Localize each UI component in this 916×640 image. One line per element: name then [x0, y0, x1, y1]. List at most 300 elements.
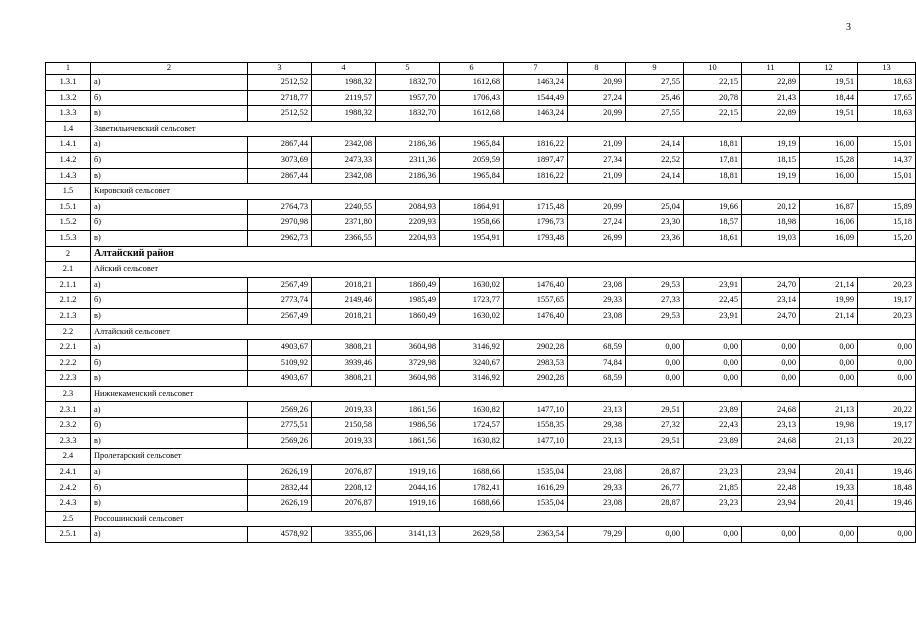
value-cell: 2363,54: [504, 527, 568, 543]
value-cell: 19,17: [858, 418, 916, 434]
value-cell: 2342,08: [312, 137, 376, 153]
variant-label: б): [91, 418, 248, 434]
value-cell: 29,33: [568, 293, 626, 309]
row-number: 2.1.1: [46, 277, 91, 293]
value-cell: 24,68: [742, 402, 800, 418]
value-cell: 2983,53: [504, 355, 568, 371]
value-cell: 68,59: [568, 371, 626, 387]
value-cell: 17,81: [684, 152, 742, 168]
value-cell: 1630,82: [440, 402, 504, 418]
variant-label: а): [91, 277, 248, 293]
value-cell: 2773,74: [248, 293, 312, 309]
value-cell: 27,24: [568, 215, 626, 231]
value-cell: 0,00: [684, 355, 742, 371]
column-number-cell: 13: [858, 63, 916, 75]
value-cell: 1861,56: [376, 402, 440, 418]
row-number: 2.3.1: [46, 402, 91, 418]
table-row: [46, 355, 916, 371]
value-cell: 24,14: [626, 168, 684, 184]
value-cell: 14,37: [858, 152, 916, 168]
value-cell: 23,13: [742, 418, 800, 434]
value-cell: 2867,44: [248, 137, 312, 153]
table-row: [46, 215, 916, 231]
value-cell: 1558,35: [504, 418, 568, 434]
value-cell: 2150,58: [312, 418, 376, 434]
value-cell: 1688,66: [440, 464, 504, 480]
variant-label: б): [91, 215, 248, 231]
value-cell: 2209,93: [376, 215, 440, 231]
value-cell: 29,33: [568, 480, 626, 496]
value-cell: 23,13: [568, 433, 626, 449]
value-cell: 1616,29: [504, 480, 568, 496]
row-number: 2.3.3: [46, 433, 91, 449]
row-number: 2.1: [46, 262, 91, 278]
value-cell: 19,19: [742, 137, 800, 153]
table-row: [46, 480, 916, 496]
value-cell: 1723,77: [440, 293, 504, 309]
value-cell: 26,77: [626, 480, 684, 496]
value-cell: 2473,33: [312, 152, 376, 168]
settlement-name: Алтайский сельсовет: [91, 324, 916, 340]
value-cell: 23,13: [568, 402, 626, 418]
value-cell: 25,04: [626, 199, 684, 215]
value-cell: 1988,32: [312, 106, 376, 122]
value-cell: 2311,36: [376, 152, 440, 168]
value-cell: 15,20: [858, 230, 916, 246]
column-number-cell: 4: [312, 63, 376, 75]
value-cell: 16,87: [800, 199, 858, 215]
value-cell: 79,29: [568, 527, 626, 543]
row-number: 1.4.3: [46, 168, 91, 184]
table-row: [46, 230, 916, 246]
row-number: 2.3: [46, 386, 91, 402]
value-cell: 3146,92: [440, 340, 504, 356]
value-cell: 4903,67: [248, 340, 312, 356]
row-number: 1.5: [46, 184, 91, 200]
value-cell: 0,00: [626, 527, 684, 543]
table-row: [46, 293, 916, 309]
value-cell: 1954,91: [440, 230, 504, 246]
value-cell: 23,14: [742, 293, 800, 309]
value-cell: 22,43: [684, 418, 742, 434]
value-cell: 0,00: [626, 340, 684, 356]
table-row: [46, 137, 916, 153]
column-number-cell: 1: [46, 63, 91, 75]
value-cell: 2018,21: [312, 308, 376, 324]
value-cell: 22,89: [742, 75, 800, 91]
value-cell: 19,51: [800, 75, 858, 91]
row-number: 2.4: [46, 449, 91, 465]
value-cell: 3808,21: [312, 371, 376, 387]
variant-label: а): [91, 464, 248, 480]
value-cell: 15,89: [858, 199, 916, 215]
value-cell: 27,32: [626, 418, 684, 434]
value-cell: 1477,10: [504, 433, 568, 449]
column-number-row: [46, 63, 916, 75]
table-row: [46, 308, 916, 324]
value-cell: 0,00: [800, 527, 858, 543]
table-row: [46, 152, 916, 168]
value-cell: 1864,91: [440, 199, 504, 215]
value-cell: 20,23: [858, 277, 916, 293]
value-cell: 1630,82: [440, 433, 504, 449]
value-cell: 20,99: [568, 106, 626, 122]
table-row: [46, 371, 916, 387]
settlement-name: Заветильичевский сельсовет: [91, 121, 916, 137]
table-row: [46, 199, 916, 215]
value-cell: 18,98: [742, 215, 800, 231]
value-cell: 29,38: [568, 418, 626, 434]
variant-label: в): [91, 106, 248, 122]
value-cell: 0,00: [800, 340, 858, 356]
row-number: 1.4.2: [46, 152, 91, 168]
value-cell: 15,01: [858, 168, 916, 184]
value-cell: 0,00: [684, 340, 742, 356]
value-cell: 0,00: [742, 371, 800, 387]
value-cell: 20,22: [858, 433, 916, 449]
value-cell: 2512,52: [248, 106, 312, 122]
value-cell: 2629,58: [440, 527, 504, 543]
value-cell: 3808,21: [312, 340, 376, 356]
table-row: [46, 168, 916, 184]
value-cell: 1861,56: [376, 433, 440, 449]
value-cell: 4903,67: [248, 371, 312, 387]
value-cell: 20,99: [568, 75, 626, 91]
value-cell: 21,13: [800, 433, 858, 449]
value-cell: 1535,04: [504, 464, 568, 480]
value-cell: 23,08: [568, 496, 626, 512]
settlement-name: Айский сельсовет: [91, 262, 916, 278]
column-number-cell: 6: [440, 63, 504, 75]
value-cell: 3146,92: [440, 371, 504, 387]
value-cell: 68,59: [568, 340, 626, 356]
value-cell: 24,70: [742, 277, 800, 293]
value-cell: 23,94: [742, 464, 800, 480]
value-cell: 19,98: [800, 418, 858, 434]
value-cell: 19,46: [858, 496, 916, 512]
value-cell: 2342,08: [312, 168, 376, 184]
value-cell: 28,87: [626, 496, 684, 512]
page-number: 3: [846, 22, 851, 33]
value-cell: 19,51: [800, 106, 858, 122]
value-cell: 16,00: [800, 137, 858, 153]
value-cell: 21,13: [800, 402, 858, 418]
value-cell: 23,30: [626, 215, 684, 231]
value-cell: 2076,87: [312, 464, 376, 480]
value-cell: 1897,47: [504, 152, 568, 168]
table-row: [46, 90, 916, 106]
value-cell: 1796,73: [504, 215, 568, 231]
value-cell: 2626,19: [248, 464, 312, 480]
value-cell: 2059,59: [440, 152, 504, 168]
table-row: [46, 527, 916, 543]
table-row: [46, 106, 916, 122]
value-cell: 2902,28: [504, 371, 568, 387]
value-cell: 3939,46: [312, 355, 376, 371]
value-cell: 0,00: [858, 355, 916, 371]
table-row: [46, 464, 916, 480]
value-cell: 27,55: [626, 106, 684, 122]
value-cell: 23,89: [684, 402, 742, 418]
value-cell: 17,65: [858, 90, 916, 106]
value-cell: 18,63: [858, 106, 916, 122]
value-cell: 23,94: [742, 496, 800, 512]
value-cell: 3604,98: [376, 340, 440, 356]
row-number: 1.3.1: [46, 75, 91, 91]
value-cell: 20,99: [568, 199, 626, 215]
row-number: 1.5.1: [46, 199, 91, 215]
value-cell: 23,36: [626, 230, 684, 246]
value-cell: 23,23: [684, 464, 742, 480]
value-cell: 2119,57: [312, 90, 376, 106]
row-number: 1.4: [46, 121, 91, 137]
value-cell: 2569,26: [248, 402, 312, 418]
variant-label: б): [91, 293, 248, 309]
value-cell: 0,00: [800, 355, 858, 371]
value-cell: 1986,56: [376, 418, 440, 434]
value-cell: 1965,84: [440, 137, 504, 153]
value-cell: 27,24: [568, 90, 626, 106]
value-cell: 24,68: [742, 433, 800, 449]
table-row: [46, 433, 916, 449]
value-cell: 2186,36: [376, 137, 440, 153]
value-cell: 2149,46: [312, 293, 376, 309]
value-cell: 3604,98: [376, 371, 440, 387]
value-cell: 3240,67: [440, 355, 504, 371]
value-cell: 21,14: [800, 308, 858, 324]
row-number: 2.5.1: [46, 527, 91, 543]
value-cell: 5109,92: [248, 355, 312, 371]
value-cell: 26,99: [568, 230, 626, 246]
column-number-cell: 5: [376, 63, 440, 75]
settlement-name: Пролетарский сельсовет: [91, 449, 916, 465]
value-cell: 0,00: [684, 527, 742, 543]
value-cell: 2019,33: [312, 402, 376, 418]
value-cell: 2019,33: [312, 433, 376, 449]
value-cell: 0,00: [742, 527, 800, 543]
settlement-heading-row: [46, 121, 916, 137]
value-cell: 1535,04: [504, 496, 568, 512]
settlement-heading-row: [46, 184, 916, 200]
value-cell: 2832,44: [248, 480, 312, 496]
variant-label: а): [91, 137, 248, 153]
value-cell: 18,57: [684, 215, 742, 231]
row-number: 1.3.3: [46, 106, 91, 122]
value-cell: 21,09: [568, 168, 626, 184]
variant-label: б): [91, 355, 248, 371]
value-cell: 20,23: [858, 308, 916, 324]
value-cell: 0,00: [626, 371, 684, 387]
value-cell: 19,66: [684, 199, 742, 215]
table-row: [46, 402, 916, 418]
value-cell: 2902,28: [504, 340, 568, 356]
value-cell: 0,00: [800, 371, 858, 387]
value-cell: 0,00: [742, 340, 800, 356]
value-cell: 74,84: [568, 355, 626, 371]
value-cell: 2076,87: [312, 496, 376, 512]
row-number: 1.5.3: [46, 230, 91, 246]
value-cell: 2962,73: [248, 230, 312, 246]
value-cell: 27,34: [568, 152, 626, 168]
value-cell: 2018,21: [312, 277, 376, 293]
value-cell: 18,81: [684, 137, 742, 153]
value-cell: 1463,24: [504, 106, 568, 122]
value-cell: 23,08: [568, 277, 626, 293]
settlement-heading-row: [46, 386, 916, 402]
settlement-heading-row: [46, 511, 916, 527]
value-cell: 20,12: [742, 199, 800, 215]
row-number: 2.2.2: [46, 355, 91, 371]
value-cell: 3355,06: [312, 527, 376, 543]
value-cell: 19,99: [800, 293, 858, 309]
value-cell: 1476,40: [504, 308, 568, 324]
variant-label: б): [91, 152, 248, 168]
row-number: 2.2.1: [46, 340, 91, 356]
column-number-cell: 3: [248, 63, 312, 75]
value-cell: 22,15: [684, 106, 742, 122]
value-cell: 1612,68: [440, 75, 504, 91]
value-cell: 1988,32: [312, 75, 376, 91]
value-cell: 19,33: [800, 480, 858, 496]
variant-label: а): [91, 199, 248, 215]
value-cell: 1860,49: [376, 308, 440, 324]
column-number-cell: 10: [684, 63, 742, 75]
value-cell: 22,48: [742, 480, 800, 496]
value-cell: 2240,55: [312, 199, 376, 215]
value-cell: 1860,49: [376, 277, 440, 293]
value-cell: 18,63: [858, 75, 916, 91]
table-row: [46, 75, 916, 91]
value-cell: 2764,73: [248, 199, 312, 215]
table-row: [46, 277, 916, 293]
value-cell: 21,85: [684, 480, 742, 496]
value-cell: 18,44: [800, 90, 858, 106]
value-cell: 16,00: [800, 168, 858, 184]
value-cell: 2204,93: [376, 230, 440, 246]
value-cell: 0,00: [684, 371, 742, 387]
value-cell: 22,15: [684, 75, 742, 91]
value-cell: 22,89: [742, 106, 800, 122]
value-cell: 2044,16: [376, 480, 440, 496]
value-cell: 1958,66: [440, 215, 504, 231]
row-number: 2.4.3: [46, 496, 91, 512]
value-cell: 1706,43: [440, 90, 504, 106]
value-cell: 18,61: [684, 230, 742, 246]
value-cell: 1724,57: [440, 418, 504, 434]
value-cell: 21,14: [800, 277, 858, 293]
row-number: 2.1.3: [46, 308, 91, 324]
value-cell: 2186,36: [376, 168, 440, 184]
value-cell: 0,00: [858, 340, 916, 356]
row-number: 2: [46, 246, 91, 262]
value-cell: 2208,12: [312, 480, 376, 496]
value-cell: 2567,49: [248, 308, 312, 324]
value-cell: 1715,48: [504, 199, 568, 215]
value-cell: 21,43: [742, 90, 800, 106]
value-cell: 23,08: [568, 308, 626, 324]
column-number-cell: 2: [91, 63, 248, 75]
value-cell: 29,53: [626, 277, 684, 293]
value-cell: 2366,55: [312, 230, 376, 246]
value-cell: 0,00: [742, 355, 800, 371]
value-cell: 1557,65: [504, 293, 568, 309]
variant-label: в): [91, 168, 248, 184]
value-cell: 19,19: [742, 168, 800, 184]
table-row: [46, 496, 916, 512]
settlement-name: Россошинский сельсовет: [91, 511, 916, 527]
value-cell: 15,28: [800, 152, 858, 168]
value-cell: 1919,16: [376, 464, 440, 480]
variant-label: в): [91, 496, 248, 512]
settlement-name: Кировский сельсовет: [91, 184, 916, 200]
variant-label: в): [91, 308, 248, 324]
variant-label: а): [91, 527, 248, 543]
value-cell: 1793,48: [504, 230, 568, 246]
value-cell: 29,51: [626, 433, 684, 449]
settlement-name: Нижнекаменский сельсовет: [91, 386, 916, 402]
value-cell: 22,52: [626, 152, 684, 168]
row-number: 2.4.1: [46, 464, 91, 480]
value-cell: 1957,70: [376, 90, 440, 106]
value-cell: 18,48: [858, 480, 916, 496]
row-number: 1.4.1: [46, 137, 91, 153]
settlement-heading-row: [46, 449, 916, 465]
column-number-cell: 9: [626, 63, 684, 75]
value-cell: 2970,98: [248, 215, 312, 231]
value-cell: 1476,40: [504, 277, 568, 293]
column-number-cell: 12: [800, 63, 858, 75]
value-cell: 2775,51: [248, 418, 312, 434]
value-cell: 16,06: [800, 215, 858, 231]
value-cell: 2371,80: [312, 215, 376, 231]
value-cell: 0,00: [858, 371, 916, 387]
value-cell: 0,00: [626, 355, 684, 371]
value-cell: 25,46: [626, 90, 684, 106]
value-cell: 1688,66: [440, 496, 504, 512]
value-cell: 2569,26: [248, 433, 312, 449]
value-cell: 1782,41: [440, 480, 504, 496]
value-cell: 1477,10: [504, 402, 568, 418]
column-number-cell: 11: [742, 63, 800, 75]
table-row: [46, 340, 916, 356]
value-cell: 22,45: [684, 293, 742, 309]
value-cell: 3073,69: [248, 152, 312, 168]
value-cell: 1630,02: [440, 308, 504, 324]
value-cell: 1985,49: [376, 293, 440, 309]
value-cell: 1816,22: [504, 168, 568, 184]
value-cell: 19,46: [858, 464, 916, 480]
value-cell: 18,15: [742, 152, 800, 168]
value-cell: 27,55: [626, 75, 684, 91]
variant-label: в): [91, 230, 248, 246]
value-cell: 19,17: [858, 293, 916, 309]
value-cell: 20,41: [800, 464, 858, 480]
row-number: 2.2.3: [46, 371, 91, 387]
variant-label: в): [91, 371, 248, 387]
value-cell: 28,87: [626, 464, 684, 480]
value-cell: 2567,49: [248, 277, 312, 293]
value-cell: 29,51: [626, 402, 684, 418]
value-cell: 29,53: [626, 308, 684, 324]
value-cell: 20,78: [684, 90, 742, 106]
row-number: 2.4.2: [46, 480, 91, 496]
column-number-cell: 8: [568, 63, 626, 75]
value-cell: 1463,24: [504, 75, 568, 91]
value-cell: 1630,02: [440, 277, 504, 293]
value-cell: 27,33: [626, 293, 684, 309]
value-cell: 2626,19: [248, 496, 312, 512]
variant-label: в): [91, 433, 248, 449]
